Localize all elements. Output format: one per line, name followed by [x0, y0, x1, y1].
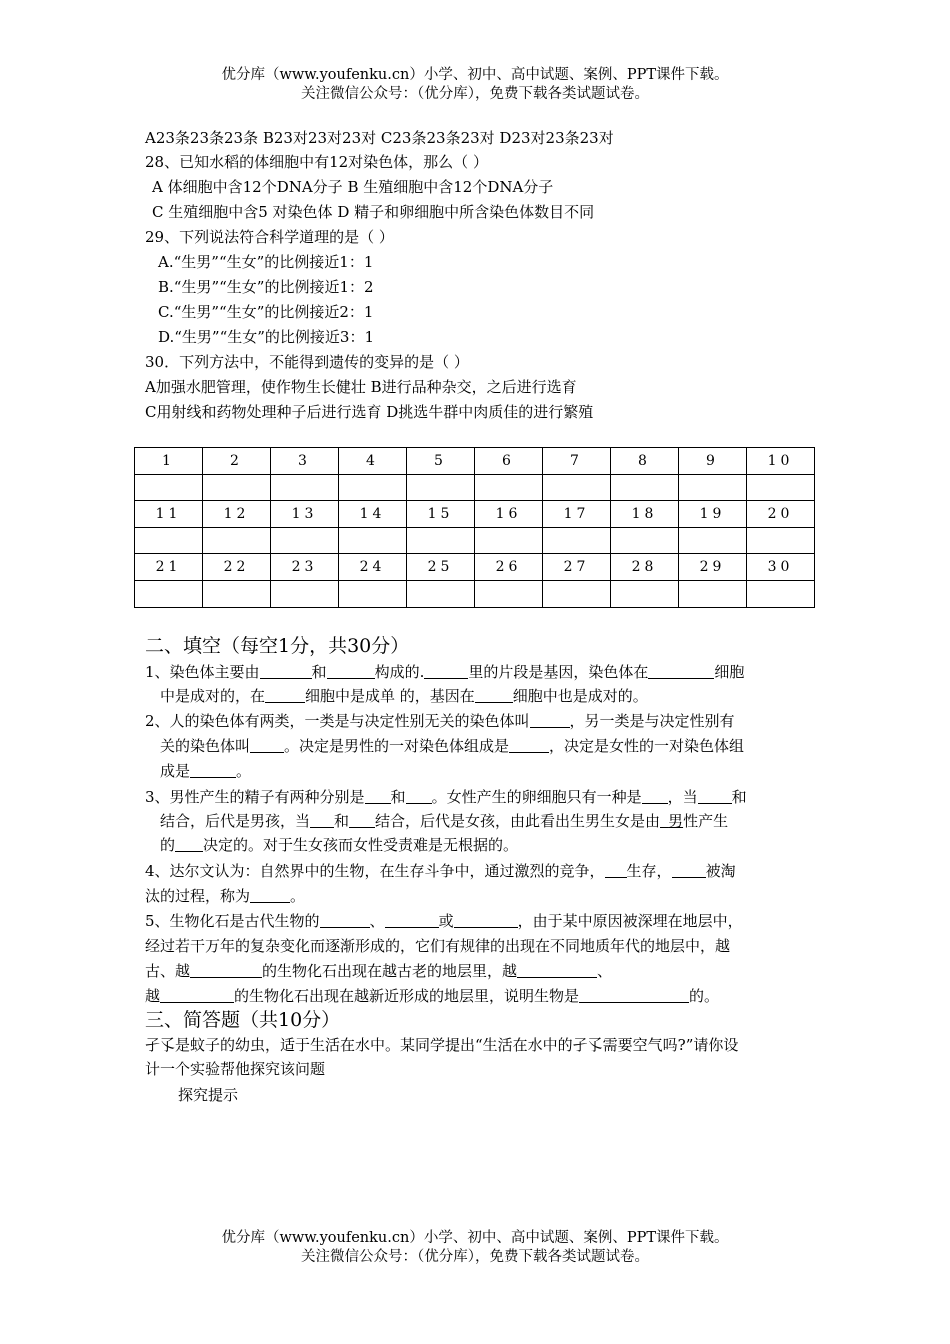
section3-title: 三、简答题（共10分） — [145, 1009, 341, 1031]
cell-number: 5 — [407, 448, 475, 475]
answer-table-number-row-2 — [135, 501, 815, 528]
q29-option-a: A.“生男”“生女”的比例接近1：1 — [158, 253, 374, 271]
q27-options: A23条23条23条 B23对23对23对 C23条23条23对 D23对23条23对 — [145, 129, 614, 147]
blank[interactable] — [260, 662, 312, 679]
answer-cell[interactable] — [611, 527, 679, 554]
cell-number: 16 — [475, 501, 543, 528]
answer-cell[interactable] — [339, 580, 407, 607]
answer-cell[interactable] — [543, 580, 611, 607]
blank[interactable] — [475, 686, 513, 703]
blank[interactable] — [175, 835, 203, 852]
answer-cell[interactable] — [611, 474, 679, 501]
cell-number: 24 — [339, 554, 407, 581]
cell-number: 6 — [475, 448, 543, 475]
answer-cell[interactable] — [407, 474, 475, 501]
cell-number: 25 — [407, 554, 475, 581]
blank[interactable] — [385, 911, 439, 928]
cell-number: 27 — [543, 554, 611, 581]
answer-cell[interactable] — [543, 474, 611, 501]
answer-cell[interactable] — [339, 474, 407, 501]
blank[interactable] — [327, 662, 375, 679]
blank[interactable] — [642, 787, 668, 804]
cell-number: 30 — [747, 554, 815, 581]
answer-cell[interactable] — [271, 580, 339, 607]
answer-cell[interactable] — [747, 527, 815, 554]
answer-cell[interactable] — [271, 527, 339, 554]
answer-cell[interactable] — [271, 474, 339, 501]
cell-number: 1 — [135, 448, 203, 475]
answer-cell[interactable] — [475, 474, 543, 501]
fill-q2-line3: 成是 。 — [160, 762, 252, 780]
q30-options-cd: C用射线和药物处理种子后进行选育 D挑选牛群中肉质佳的进行繁殖 — [145, 403, 594, 421]
blank[interactable] — [698, 787, 732, 804]
blank[interactable] — [454, 911, 518, 928]
essay-question-line2: 计一个实验帮他探究该问题 — [145, 1060, 326, 1078]
blank[interactable] — [579, 986, 689, 1003]
fill-q5-line2: 经过若干万年的复杂变化而逐渐形成的，它们有规律的出现在不同地质年代的地层中，越 — [145, 937, 731, 955]
fill-q5-line3: 古、越 的生物化石出现在越古老的地层里，越 、 — [145, 962, 613, 980]
section2-title: 二、填空（每空1分，共30分） — [145, 635, 410, 657]
blank[interactable] — [530, 711, 570, 728]
cell-number: 20 — [747, 501, 815, 528]
cell-number: 7 — [543, 448, 611, 475]
fill-q2-line2: 关的染色体叫 。决定是男性的一对染色体组成是 ，决定是女性的一对染色体组 — [160, 737, 745, 755]
answer-cell[interactable] — [747, 474, 815, 501]
blank[interactable] — [320, 911, 370, 928]
cell-number: 10 — [747, 448, 815, 475]
blank[interactable] — [310, 811, 334, 828]
blank[interactable] — [349, 811, 375, 828]
answer-cell[interactable] — [407, 580, 475, 607]
q28-stem: 28、已知水稻的体细胞中有12对染色体，那么（ ） — [145, 153, 488, 171]
footer-line-1: 优分库（www.youfenku.cn）小学、初中、高中试题、案例、PPT课件下载。 — [221, 1230, 729, 1246]
answer-table-blank-row-1 — [135, 474, 815, 501]
blank[interactable] — [365, 787, 391, 804]
answer-cell[interactable] — [203, 580, 271, 607]
cell-number: 4 — [339, 448, 407, 475]
fill-q3-line2: 结合，后代是男孩，当 和 结合，后代是女孩，由此看出生男生女是由 男性产生 — [160, 812, 729, 830]
blank[interactable] — [424, 662, 468, 679]
fill-q1-line1: 1、染色体主要由 和 构成的. 里的片段是基因，染色体在 细胞 — [145, 663, 745, 681]
cell-number: 12 — [203, 501, 271, 528]
answer-cell[interactable] — [679, 527, 747, 554]
fill-q5-line4: 越 的生物化石出现在越新近形成的地层里，说明生物是 的。 — [145, 987, 720, 1005]
answer-cell[interactable] — [679, 580, 747, 607]
cell-number: 21 — [135, 554, 203, 581]
header-line-1: 优分库（www.youfenku.cn）小学、初中、高中试题、案例、PPT课件下载。 — [221, 67, 729, 83]
fill-q3-line1: 3、男性产生的精子有两种分别是 和 。女性产生的卵细胞只有一种是 ，当 和 — [145, 788, 747, 806]
answer-table-blank-row-2 — [135, 527, 815, 554]
fill-q2-line1: 2、人的染色体有两类，一类是与决定性别无关的染色体叫 ，另一类是与决定性别有 — [145, 712, 735, 730]
cell-number: 23 — [271, 554, 339, 581]
answer-table-blank-row-3 — [135, 580, 815, 607]
cell-number: 14 — [339, 501, 407, 528]
header-line-2: 关注微信公众号：（优分库），免费下载各类试题试卷。 — [301, 86, 649, 102]
blank[interactable] — [509, 736, 549, 753]
blank[interactable] — [250, 736, 284, 753]
cell-number: 29 — [679, 554, 747, 581]
answer-table — [134, 447, 815, 608]
cell-number: 28 — [611, 554, 679, 581]
cell-number: 26 — [475, 554, 543, 581]
answer-cell[interactable] — [203, 474, 271, 501]
blank[interactable] — [672, 861, 706, 878]
cell-number: 22 — [203, 554, 271, 581]
fill-q4-line2: 汰的过程，称为 。 — [145, 887, 306, 905]
fill-q4-line1: 4、达尔文认为：自然界中的生物，在生存斗争中，通过激烈的竞争， 生存， 被淘 — [145, 862, 736, 880]
cell-number: 15 — [407, 501, 475, 528]
blank[interactable] — [190, 761, 236, 778]
blank[interactable] — [517, 961, 597, 978]
q28-options-cd: C 生殖细胞中含5 对染色体 D 精子和卵细胞中所含染色体数目不同 — [152, 203, 595, 221]
answer-cell[interactable] — [611, 580, 679, 607]
answer-table-number-row-1 — [135, 448, 815, 475]
answer-cell[interactable] — [135, 527, 203, 554]
answer-cell[interactable] — [339, 527, 407, 554]
q29-option-b: B.“生男”“生女”的比例接近1：2 — [158, 278, 374, 296]
cell-number: 3 — [271, 448, 339, 475]
answer-cell[interactable] — [679, 474, 747, 501]
q30-options-ab: A加强水肥管理，使作物生长健壮 B进行品种杂交，之后进行选育 — [145, 378, 577, 396]
cell-number: 18 — [611, 501, 679, 528]
blank[interactable] — [190, 961, 262, 978]
fill-q3-line3: 的 决定的。对于生女孩而女性受责难是无根据的。 — [160, 836, 519, 854]
answer-cell[interactable] — [475, 580, 543, 607]
answer-cell[interactable] — [747, 580, 815, 607]
answer-cell[interactable] — [475, 527, 543, 554]
blank[interactable] — [265, 686, 305, 703]
q29-option-d: D.“生男”“生女”的比例接近3：1 — [158, 328, 375, 346]
cell-number: 13 — [271, 501, 339, 528]
q29-option-c: C.“生男”“生女”的比例接近2：1 — [158, 303, 374, 321]
cell-number: 8 — [611, 448, 679, 475]
blank[interactable] — [605, 861, 627, 878]
answer-table-number-row-3 — [135, 554, 815, 581]
cell-number: 17 — [543, 501, 611, 528]
cell-number: 9 — [679, 448, 747, 475]
blank[interactable] — [250, 886, 290, 903]
answer-cell[interactable] — [407, 527, 475, 554]
essay-hint: 探究提示 — [178, 1086, 239, 1104]
footer-line-2: 关注微信公众号：（优分库），免费下载各类试题试卷。 — [301, 1249, 649, 1265]
blank[interactable] — [660, 811, 668, 828]
q29-stem: 29、下列说法符合科学道理的是（ ） — [145, 228, 394, 246]
cell-number: 2 — [203, 448, 271, 475]
blank[interactable] — [648, 662, 714, 679]
blank[interactable] — [406, 787, 432, 804]
blank[interactable] — [160, 986, 234, 1003]
answer-cell[interactable] — [135, 580, 203, 607]
fill-q5-line1: 5、生物化石是古代生物的 、 或 ，由于某中原因被深埋在地层中， — [145, 912, 743, 930]
answer-cell[interactable] — [203, 527, 271, 554]
cell-number: 11 — [135, 501, 203, 528]
essay-question-line1: 孑孓是蚊子的幼虫，适于生活在水中。某同学提出“生活在水中的孑孓需要空气吗?”请你设 — [145, 1036, 739, 1054]
answer-cell[interactable] — [543, 527, 611, 554]
fill-q1-line2: 中是成对的，在 细胞中是成单 的，基因在 细胞中也是成对的。 — [160, 687, 648, 705]
answer-cell[interactable] — [135, 474, 203, 501]
cell-number: 19 — [679, 501, 747, 528]
q28-options-ab: A 体细胞中含12个DNA分子 B 生殖细胞中含12个DNA分子 — [152, 178, 554, 196]
q30-stem: 30．下列方法中，不能得到遗传的变异的是（ ） — [145, 353, 469, 371]
